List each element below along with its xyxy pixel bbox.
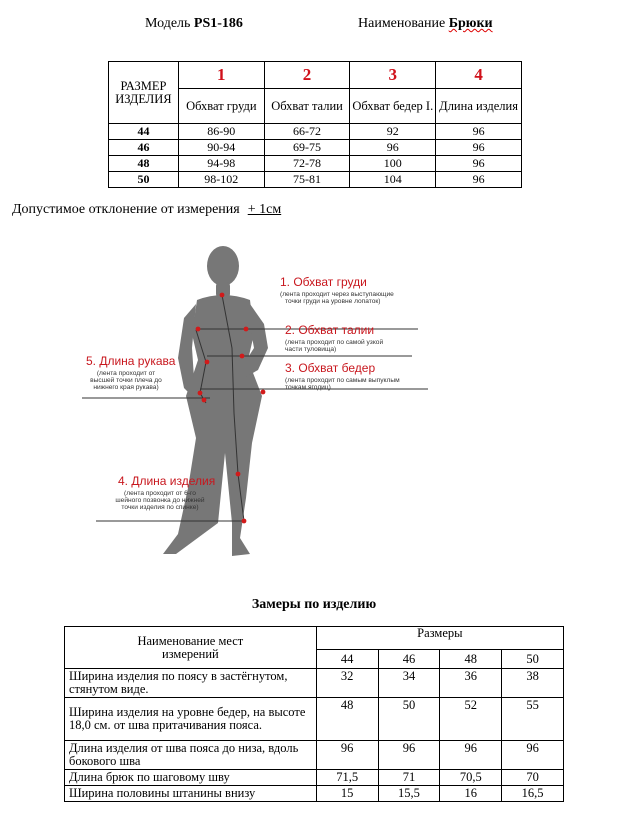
value-cell: 86-90 <box>178 124 264 140</box>
diagram-length-note: шейного позвонка до нижней <box>115 497 205 504</box>
name-label: Наименование <box>358 16 449 31</box>
value-cell: 96 <box>436 156 522 172</box>
tolerance-value: + 1см <box>247 202 282 217</box>
diagram-length-title: 4. Длина изделия <box>118 474 216 488</box>
diagram-hips-note: (лента проходит по самым выпуклым <box>285 377 400 384</box>
value-cell: 66-72 <box>264 124 350 140</box>
col-label: Обхват бедер I. <box>350 89 436 124</box>
col-number: 1 <box>178 62 264 89</box>
value-cell: 96 <box>436 140 522 156</box>
col-label: Обхват груди <box>178 89 264 124</box>
value-cell: 92 <box>350 124 436 140</box>
table-row <box>65 770 564 786</box>
size-cell: 50 <box>109 172 179 188</box>
measurement-value: 71 <box>378 770 440 786</box>
measurement-value: 96 <box>378 741 440 770</box>
value-cell: 72-78 <box>264 156 350 172</box>
measurement-value: 32 <box>316 669 378 698</box>
col-number: 3 <box>350 62 436 89</box>
value-cell: 96 <box>350 140 436 156</box>
col-label: Обхват талии <box>264 89 350 124</box>
diagram-chest-title: 1. Обхват груди <box>280 275 367 289</box>
name-header: Наименование мест измерений <box>65 627 317 669</box>
size-table <box>108 61 522 188</box>
value-cell: 94-98 <box>178 156 264 172</box>
diagram-sleeve-note: нижнего края рукава) <box>93 384 159 391</box>
measurement-value: 34 <box>378 669 440 698</box>
size-header: 46 <box>378 650 440 669</box>
measurement-name: Ширина изделия на уровне бедер, на высоте 18,0 см. от шва притачивания пояса. <box>65 698 317 741</box>
value-cell: 100 <box>350 156 436 172</box>
measurement-value: 52 <box>440 698 502 741</box>
name-value: Брюки <box>448 16 493 31</box>
diagram-sleeve-note: высшей точки плеча до <box>90 377 162 384</box>
model-label: Модель <box>145 16 194 31</box>
tolerance-text: Допустимое отклонение от измерения <box>12 202 240 217</box>
diagram-waist-title: 2. Обхват талии <box>285 323 375 337</box>
table-row <box>109 140 522 156</box>
measurement-name: Ширина изделия по поясу в застёгнутом, стянутом виде. <box>65 669 317 698</box>
measurement-value: 38 <box>502 669 564 698</box>
table-row <box>65 786 564 802</box>
sizes-header: Размеры <box>316 627 563 650</box>
model-line <box>145 16 243 32</box>
measurement-name: Ширина половины штанины внизу <box>65 786 317 802</box>
size-header: 44 <box>316 650 378 669</box>
diagram-chest-note: точки груди на уровне лопаток) <box>285 298 381 305</box>
measurement-value: 96 <box>316 741 378 770</box>
diagram-chest-note: (лента проходит через выступающие <box>280 291 394 298</box>
size-header: 48 <box>440 650 502 669</box>
value-cell: 69-75 <box>264 140 350 156</box>
col-number: 4 <box>436 62 522 89</box>
diagram-sleeve-note: (лента проходит от <box>96 370 156 377</box>
tolerance-line <box>12 202 281 218</box>
table-row <box>109 156 522 172</box>
measurement-value: 70,5 <box>440 770 502 786</box>
measurement-value: 70 <box>502 770 564 786</box>
value-cell: 75-81 <box>264 172 350 188</box>
diagram-length-note: точки изделия по спинке) <box>121 504 199 511</box>
value-cell: 96 <box>436 124 522 140</box>
diagram-hips-title: 3. Обхват бедер <box>285 361 376 375</box>
measurement-name: Длина брюк по шаговому шву <box>65 770 317 786</box>
diagram-waist-note: (лента проходит по самой узкой <box>285 339 384 346</box>
measurements-table <box>64 626 564 802</box>
diagram-hips-note: точкам ягодиц) <box>285 384 331 391</box>
value-cell: 96 <box>436 172 522 188</box>
measurement-value: 15,5 <box>378 786 440 802</box>
measurements-title: Замеры по изделию <box>251 597 377 612</box>
table-row <box>65 741 564 770</box>
col-label: Длина изделия <box>436 89 522 124</box>
measurement-value: 48 <box>316 698 378 741</box>
diagram-waist-note: части туловища) <box>285 346 337 353</box>
value-cell: 90-94 <box>178 140 264 156</box>
measurement-value: 36 <box>440 669 502 698</box>
size-corner-label: РАЗМЕР ИЗДЕЛИЯ <box>109 62 179 124</box>
measurement-value: 55 <box>502 698 564 741</box>
col-number: 2 <box>264 62 350 89</box>
size-header: 50 <box>502 650 564 669</box>
value-cell: 104 <box>350 172 436 188</box>
table-row <box>65 669 564 698</box>
measurement-name: Длина изделия от шва пояса до низа, вдоль бокового шва <box>65 741 317 770</box>
measurement-value: 16 <box>440 786 502 802</box>
measurement-value: 96 <box>440 741 502 770</box>
value-cell: 98-102 <box>178 172 264 188</box>
table-row <box>109 124 522 140</box>
diagram-sleeve-title: 5. Длина рукава <box>86 354 176 368</box>
measurement-value: 16,5 <box>502 786 564 802</box>
table-row <box>65 698 564 741</box>
size-cell: 46 <box>109 140 179 156</box>
model-value: PS1-186 <box>193 16 243 31</box>
product-name-line <box>358 16 493 32</box>
table-row <box>109 172 522 188</box>
measurement-value: 15 <box>316 786 378 802</box>
size-cell: 48 <box>109 156 179 172</box>
measurement-value: 96 <box>502 741 564 770</box>
measurement-value: 50 <box>378 698 440 741</box>
size-cell: 44 <box>109 124 179 140</box>
diagram-length-note: (лента проходит от 6-го <box>124 490 196 497</box>
measurement-value: 71,5 <box>316 770 378 786</box>
measurement-diagram <box>0 238 628 560</box>
